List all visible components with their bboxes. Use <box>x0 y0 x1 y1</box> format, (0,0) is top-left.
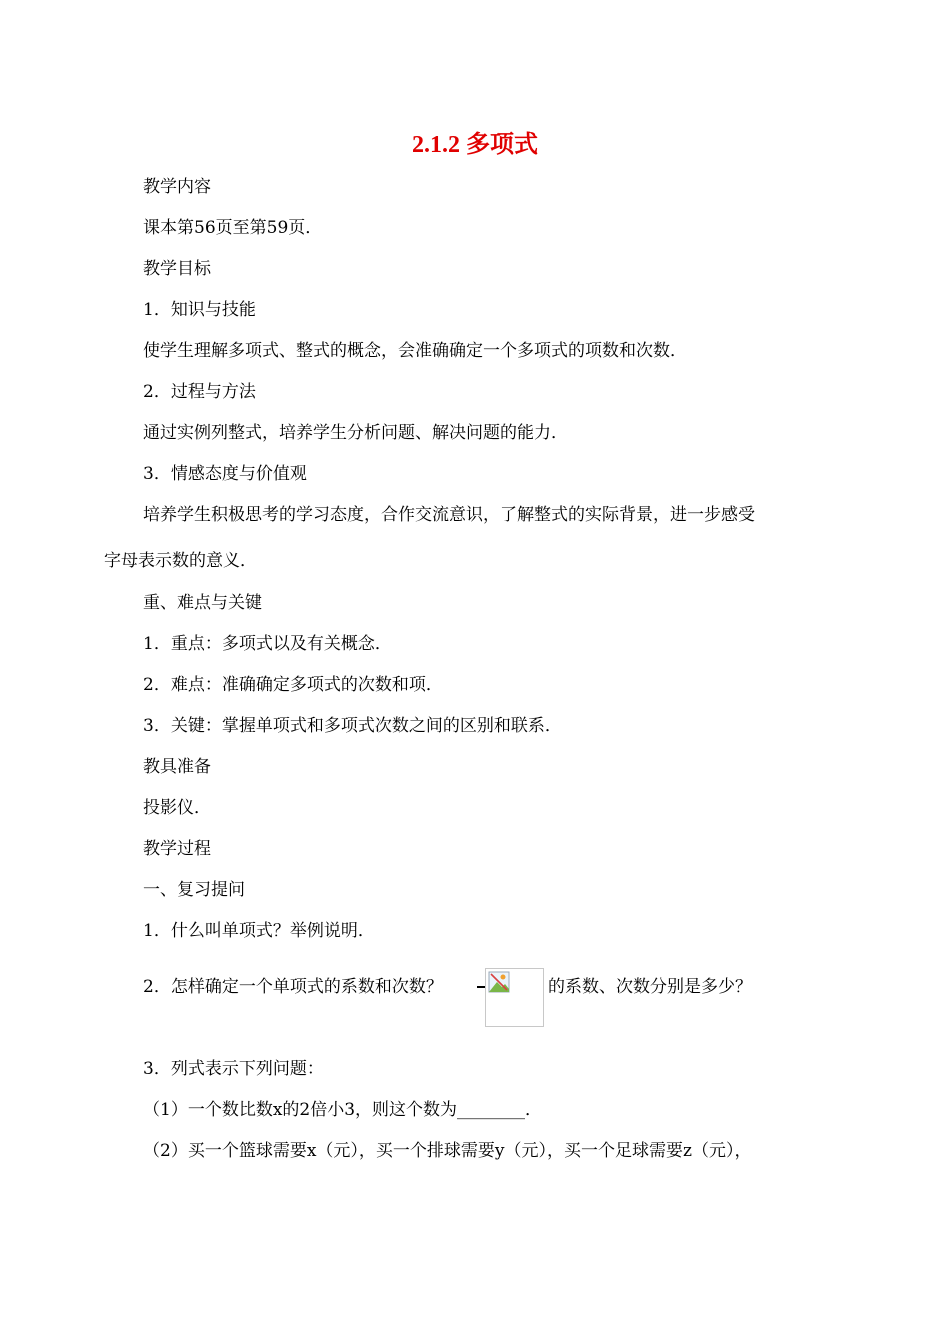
paragraph-goal-1: 使学生理解多项式、整式的概念，会准确确定一个多项式的项数和次数． <box>143 341 687 361</box>
question-3: 3．列式表示下列问题： <box>143 1059 324 1079</box>
section-review-questions: 一、复习提问 <box>143 880 245 900</box>
key-point-key: 3．关键：掌握单项式和多项式次数之间的区别和联系． <box>143 716 562 736</box>
minus-sign <box>477 986 485 988</box>
goal-knowledge-skills: 1．知识与技能 <box>143 300 256 320</box>
question-1: 1．什么叫单项式？举例说明． <box>143 921 375 941</box>
key-point-focus: 1．重点：多项式以及有关概念． <box>143 634 392 654</box>
formula-image-placeholder <box>485 968 544 1027</box>
heading-teaching-aids: 教具准备 <box>143 757 211 777</box>
goal-emotion-values: 3．情感态度与价值观 <box>143 464 307 484</box>
goal-process-method: 2．过程与方法 <box>143 382 256 402</box>
question-3-sub-1: （1）一个数比数x的2倍小3，则这个数为________． <box>143 1100 543 1120</box>
heading-teaching-content: 教学内容 <box>143 177 211 197</box>
paragraph-textbook-pages: 课本第56页至第59页． <box>143 218 323 238</box>
heading-teaching-process: 教学过程 <box>143 839 211 859</box>
question-3-sub-2: （2）买一个篮球需要x（元），买一个排球需要y（元），买一个足球需要z（元）， <box>143 1141 752 1161</box>
heading-teaching-goals: 教学目标 <box>143 259 211 279</box>
broken-image-icon <box>488 971 510 993</box>
key-point-difficulty: 2．难点：准确确定多项式的次数和项． <box>143 675 443 695</box>
paragraph-goal-2: 通过实例列整式，培养学生分析问题、解决问题的能力． <box>143 423 568 443</box>
question-2-part1: 2．怎样确定一个单项式的系数和次数？ <box>143 977 443 997</box>
paragraph-goal-3-line2: 字母表示数的意义． <box>104 551 257 571</box>
heading-key-points: 重、难点与关键 <box>143 593 262 613</box>
paragraph-goal-3-line1: 培养学生积极思考的学习态度，合作交流意识，了解整式的实际背景，进一步感受 <box>143 505 755 525</box>
question-2-part2: 的系数、次数分别是多少？ <box>548 977 752 997</box>
paragraph-projector: 投影仪． <box>143 798 211 818</box>
document-title: 2.1.2 多项式 <box>412 132 538 158</box>
